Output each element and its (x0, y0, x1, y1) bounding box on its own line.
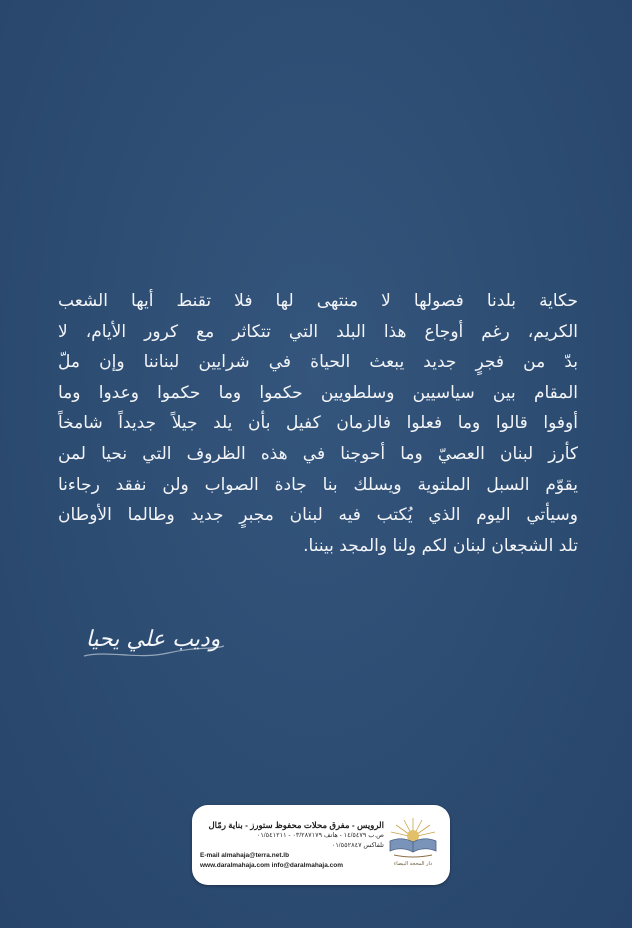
author-signature (78, 620, 228, 668)
blurb-line: بدّ من فجرٍ جديد يبعث الحياة في شرايين لبناننا وإن ملّ (58, 352, 578, 373)
publisher-address: الرويس - مفرق محلات محفوظ ستورز - بناية رمّال (208, 820, 384, 830)
blurb-line: حكاية بلدنا فصولها لا منتهى لها فلا تقنط أيها الشعب (58, 291, 578, 311)
blurb-line: وسيأتي اليوم الذي يُكتب فيه لبنان مجبرٍ جديد وطالما الأوطان (58, 505, 578, 526)
signature-text: وديب علي يحيا (85, 627, 221, 652)
blurb-line: أوفوا قالوا وما فعلوا فالزمان كفيل بأن يلد جيلاً جديداً شامخاً (58, 413, 578, 434)
publisher-logo (384, 815, 442, 875)
publisher-email[interactable]: E-mail almahaja@terra.net.lb (200, 852, 290, 859)
signature-flourish (78, 620, 228, 668)
back-cover-blurb (58, 286, 578, 561)
blurb-line: الكريم، رغم أوجاع هذا البلد التي تتكاثر مع كرور الأيام، لا (58, 321, 578, 342)
publisher-website[interactable]: www.daralmahaja.com info@daralmahaja.com (200, 862, 344, 869)
publisher-name: دار المحجة البيضاء (393, 861, 433, 867)
blurb-line: تلد الشجعان لبنان لكم ولنا والمجد بيننا. (303, 535, 578, 556)
blurb-line: المقام بين سياسيين وسلطويين حكموا وما حكموا وعدوا وما (58, 382, 578, 403)
blurb-line: يقوّم السبل الملتوية ويسلك بنا جادة الصواب ولن نفقد رجاءنا (58, 474, 578, 495)
publisher-details (200, 819, 384, 871)
publisher-info-card (192, 805, 450, 885)
publisher-fax: تلفاكس ٠١/٥٥٢٨٤٧ (331, 842, 384, 849)
book-sunburst-icon (384, 815, 442, 861)
publisher-phone: ص.ب ١٤/٥٤٧٩ - هاتف ٠٣/٢٨٧١٧٩ - ٠١/٥٤١٢١١ (256, 832, 384, 839)
blurb-line: كأرز لبنان العصيّ وما أحوجنا في هذه الظروف التي نحيا لمن (58, 443, 578, 464)
